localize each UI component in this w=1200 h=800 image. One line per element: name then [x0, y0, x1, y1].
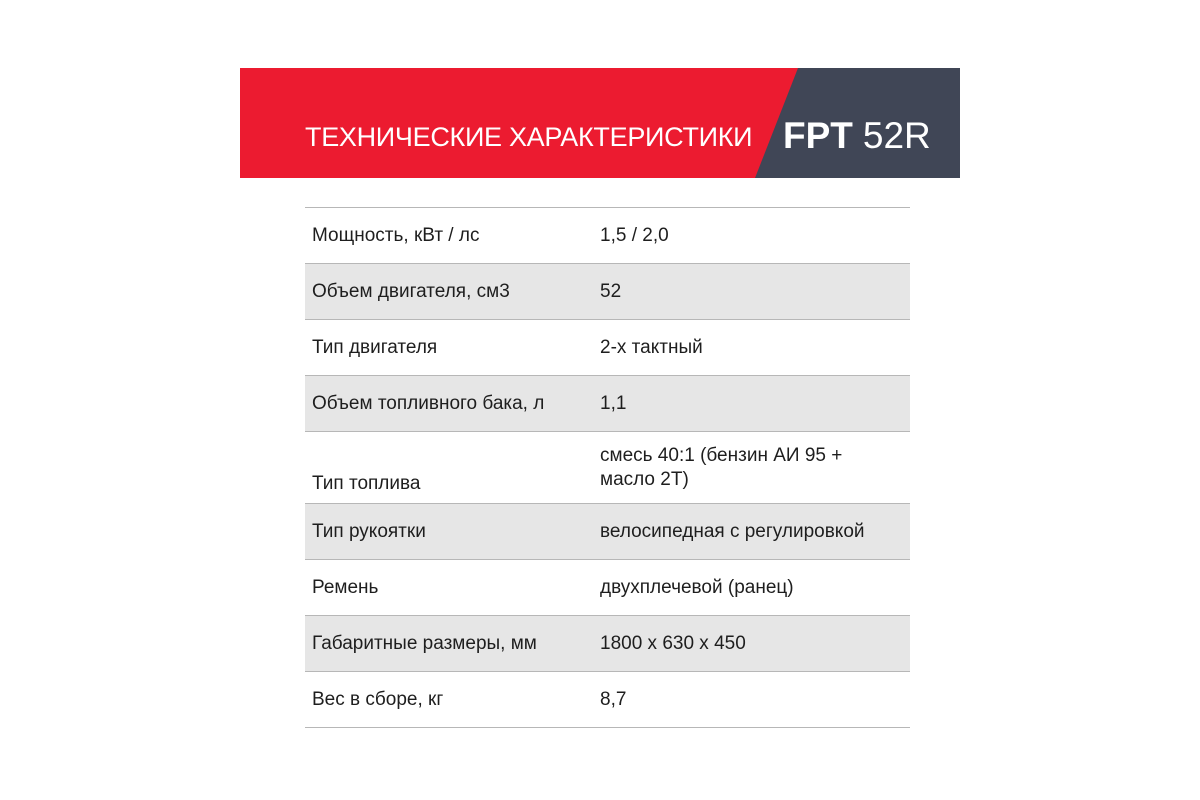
specs-table — [305, 207, 910, 728]
spec-row-weight — [305, 672, 910, 728]
spec-row-fuel-type — [305, 432, 910, 504]
spec-row-dimensions — [305, 616, 910, 672]
spec-label: Тип двигателя — [312, 336, 438, 358]
spec-value: 1,1 — [600, 392, 627, 414]
header-banner — [240, 68, 960, 178]
spec-value: велосипедная с регулировкой — [600, 520, 865, 542]
spec-row-handle-type — [305, 504, 910, 560]
spec-row-displacement — [305, 264, 910, 320]
spec-label: Тип рукоятки — [312, 520, 426, 542]
spec-value: смесь 40:1 (бензин АИ 95 + масло 2Т) — [600, 445, 843, 490]
spec-row-strap — [305, 560, 910, 616]
spec-value: 2-х тактный — [600, 336, 703, 358]
spec-label: Тип топлива — [312, 473, 421, 494]
spec-value: двухплечевой (ранец) — [600, 576, 794, 598]
spec-value: 8,7 — [600, 688, 627, 710]
spec-label: Габаритные размеры, мм — [312, 632, 537, 654]
spec-row-power — [305, 208, 910, 264]
spec-label: Объем двигателя, см3 — [312, 280, 510, 302]
spec-label: Объем топливного бака, л — [312, 392, 545, 414]
spec-row-engine-type — [305, 320, 910, 376]
spec-label: Мощность, кВт / лс — [312, 224, 480, 246]
model-brand: FPT — [783, 115, 853, 156]
spec-label: Ремень — [312, 576, 379, 598]
spec-value: 1800 x 630 x 450 — [600, 632, 746, 654]
spec-row-tank-volume — [305, 376, 910, 432]
spec-value: 1,5 / 2,0 — [600, 224, 669, 246]
spec-label: Вес в сборе, кг — [312, 688, 444, 710]
spec-value: 52 — [600, 280, 622, 302]
model-number: 52R — [862, 115, 931, 156]
model-name — [783, 116, 931, 156]
page-title: ТЕХНИЧЕСКИЕ ХАРАКТЕРИСТИКИ — [305, 122, 753, 152]
